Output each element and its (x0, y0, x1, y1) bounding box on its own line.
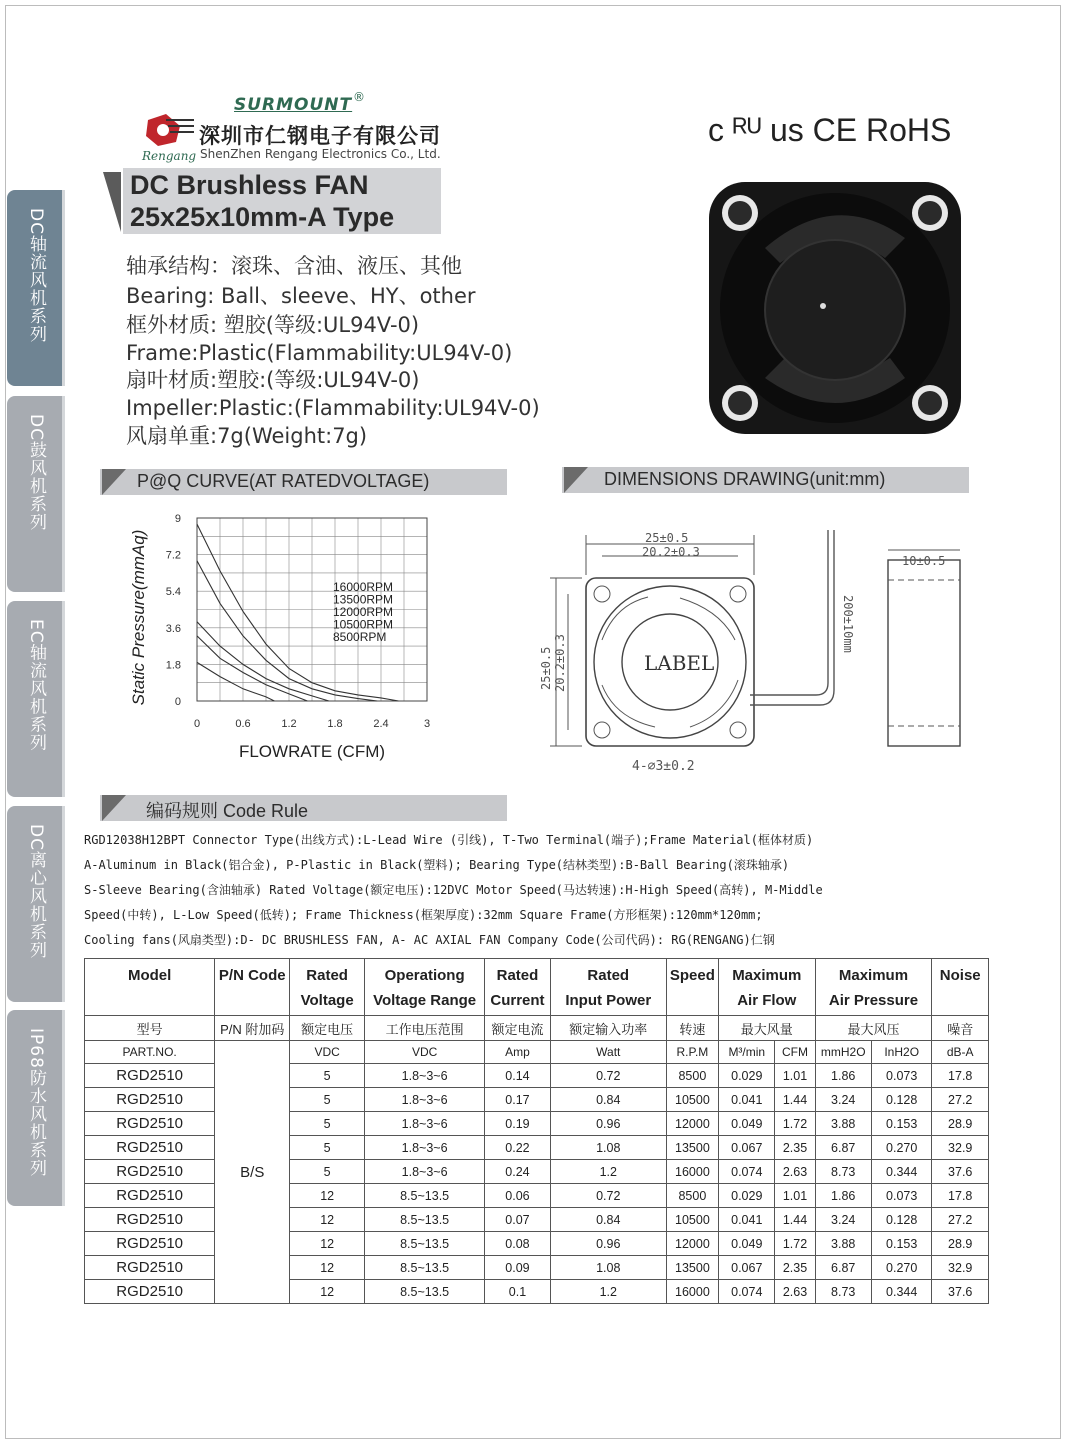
table-cell: 8.5~13.5 (365, 1232, 485, 1256)
dimensions-drawing (530, 520, 980, 780)
table-cell: 12 (290, 1280, 365, 1304)
table-header-cell: P/N Code (215, 959, 290, 1016)
table-cell: 0.153 (871, 1232, 932, 1256)
y-axis-label: Static Pressure(mmAq) (129, 529, 148, 706)
table-cell: 1.8~3~6 (365, 1136, 485, 1160)
x-tick-label: 1.2 (281, 718, 297, 730)
model-cell: RGD2510 (85, 1088, 215, 1112)
rengang-logo-icon (136, 112, 196, 164)
model-cell: RGD2510 (85, 1208, 215, 1232)
y-tick-label: 7.2 (165, 549, 181, 562)
model-cell: RGD2510 (85, 1064, 215, 1088)
table-header-row-cn (85, 1016, 989, 1041)
table-cell: 0.067 (719, 1256, 775, 1280)
svg-text:200±10mm: 200±10mm (841, 595, 855, 653)
table-cell: 0.22 (485, 1136, 551, 1160)
table-cell: 0.041 (719, 1088, 775, 1112)
table-cell: 8.5~13.5 (365, 1208, 485, 1232)
table-header-cell: 工作电压范围 (365, 1016, 485, 1041)
table-cell: 0.08 (485, 1232, 551, 1256)
table-cell: 1.2 (550, 1160, 666, 1184)
table-cell: 0.029 (719, 1184, 775, 1208)
table-cell: 8.5~13.5 (365, 1280, 485, 1304)
table-cell: 0.067 (719, 1136, 775, 1160)
side-tab-label: EC轴流风机系列 (26, 619, 46, 752)
dim-section-marker (564, 467, 588, 493)
svg-text:20.2±0.3: 20.2±0.3 (553, 634, 567, 692)
table-cell: 0.19 (485, 1112, 551, 1136)
table-cell: 3.88 (815, 1112, 871, 1136)
table-cell: 5 (290, 1160, 365, 1184)
table-cell: 37.6 (932, 1160, 989, 1184)
x-tick-label: 0 (193, 718, 201, 730)
code-rule-line: RGD12038H12BPT Connector Type(出线方式):L-Lead Wire (引线), T-Two Terminal(端子);Frame Material(框体材质) (84, 833, 814, 847)
pq-section-marker (102, 469, 126, 495)
table-cell: 5 (290, 1136, 365, 1160)
spec-impeller-cn: 扇叶材质:塑胶:(等级:UL94V-0) (126, 368, 420, 392)
model-cell: RGD2510 (85, 1256, 215, 1280)
table-cell: 28.9 (932, 1232, 989, 1256)
spec-weight: 风扇单重:7g(Weight:7g) (126, 424, 368, 448)
table-cell: 12 (290, 1256, 365, 1280)
brand-registered: ® (353, 90, 365, 104)
table-cell: 8.5~13.5 (365, 1184, 485, 1208)
table-unit-cell: CFM (775, 1041, 815, 1064)
table-unit-cell: PART.NO. (85, 1041, 215, 1064)
spec-frame-cn: 框外材质: 塑胶(等级:UL94V-0) (126, 313, 420, 337)
legend-label: 13500RPM (333, 592, 394, 607)
table-cell: 1.8~3~6 (365, 1088, 485, 1112)
table-unit-cell: Watt (550, 1041, 666, 1064)
table-header-cell: 额定输入功率 (550, 1016, 666, 1041)
model-cell: RGD2510 (85, 1136, 215, 1160)
y-tick-label: 3.6 (165, 622, 181, 635)
table-cell: 0.073 (871, 1184, 932, 1208)
spec-table (84, 958, 989, 1304)
table-header-cell: 最大风量 (719, 1016, 815, 1041)
table-cell: 17.8 (932, 1064, 989, 1088)
table-header-cell: 额定电压 (290, 1016, 365, 1041)
svg-text:4-⌀3±0.2: 4-⌀3±0.2 (632, 759, 695, 774)
table-cell: 0.270 (871, 1256, 932, 1280)
table-cell: 0.128 (871, 1208, 932, 1232)
x-tick-label: 3 (423, 718, 431, 730)
table-cell: 0.344 (871, 1160, 932, 1184)
y-tick-label: 0 (174, 696, 181, 708)
table-cell: 0.344 (871, 1280, 932, 1304)
table-cell: 1.08 (550, 1136, 666, 1160)
table-header-cell: 最大风压 (815, 1016, 932, 1041)
table-cell: 0.074 (719, 1160, 775, 1184)
table-header-cell: P/N 附加码 (215, 1016, 290, 1041)
x-tick-label: 0.6 (235, 718, 251, 730)
table-cell: 27.2 (932, 1208, 989, 1232)
table-cell: 0.14 (485, 1064, 551, 1088)
table-cell: 37.6 (932, 1280, 989, 1304)
table-cell: 16000 (666, 1280, 718, 1304)
code-rule-line: S-Sleeve Bearing(含油轴承) Rated Voltage(额定电压):12DVC Motor Speed(马达转速):H-High Speed(高转), M-Middle (84, 883, 823, 897)
model-cell: RGD2510 (85, 1280, 215, 1304)
table-cell: 0.09 (485, 1256, 551, 1280)
model-cell: RGD2510 (85, 1184, 215, 1208)
model-cell: RGD2510 (85, 1232, 215, 1256)
company-name-cn: 深圳市仁钢电子有限公司 (199, 123, 441, 148)
table-cell: 1.72 (775, 1112, 815, 1136)
table-cell: 0.029 (719, 1064, 775, 1088)
table-cell: 3.88 (815, 1232, 871, 1256)
table-cell: 6.87 (815, 1256, 871, 1280)
side-tab-dc-blower[interactable] (7, 396, 65, 592)
table-cell: 0.153 (871, 1112, 932, 1136)
spec-bearing-en: Bearing: Ball、sleeve、HY、other (126, 284, 476, 308)
table-unit-cell: Amp (485, 1041, 551, 1064)
side-tab-ip68[interactable] (7, 1010, 65, 1206)
side-tab-label: IP68防水风机系列 (26, 1028, 46, 1177)
table-cell: 12000 (666, 1232, 718, 1256)
table-cell: 10500 (666, 1088, 718, 1112)
table-cell: 0.06 (485, 1184, 551, 1208)
table-cell: 8.73 (815, 1280, 871, 1304)
table-header-cell: Noise (932, 959, 989, 1016)
table-cell: 32.9 (932, 1256, 989, 1280)
table-header-cell: Maximum Air Flow (719, 959, 815, 1016)
table-cell: 0.84 (550, 1208, 666, 1232)
table-header-cell: Rated Input Power (550, 959, 666, 1016)
legend-label: 12000RPM (333, 605, 394, 619)
table-cell: 27.2 (932, 1088, 989, 1112)
table-cell: 3.24 (815, 1208, 871, 1232)
svg-text:Rengang: Rengang (142, 149, 196, 163)
x-axis-label: FLOWRATE (CFM) (238, 742, 386, 761)
pq-curve-chart (120, 505, 450, 770)
title-accent (103, 172, 121, 232)
table-cell: 1.01 (775, 1064, 815, 1088)
pn-code-cell: B/S (215, 1041, 290, 1304)
x-tick-label: 1.8 (327, 718, 343, 730)
table-unit-cell: R.P.M (666, 1041, 718, 1064)
table-cell: 5 (290, 1088, 365, 1112)
table-header-cell: Rated Current (485, 959, 551, 1016)
legend-label: 16000RPM (333, 580, 394, 594)
table-cell: 0.074 (719, 1280, 775, 1304)
table-cell: 8.5~13.5 (365, 1256, 485, 1280)
code-rule-line: Cooling fans(风扇类型):D- DC BRUSHLESS FAN, A- AC AXIAL FAN Company Code(公司代码): RG(RENGANG)仁钢 (84, 933, 775, 947)
legend-label: 8500RPM (333, 630, 387, 644)
table-cell: 13500 (666, 1136, 718, 1160)
table-cell: 1.72 (775, 1232, 815, 1256)
series-line (197, 622, 329, 701)
table-header-cell: Rated Voltage (290, 959, 365, 1016)
spec-frame-en: Frame:Plastic(Flammability:UL94V-0) (126, 341, 513, 365)
table-cell: 2.63 (775, 1280, 815, 1304)
table-unit-cell: VDC (365, 1041, 485, 1064)
table-cell: 0.128 (871, 1088, 932, 1112)
table-cell: 1.08 (550, 1256, 666, 1280)
table-units-row (85, 1041, 989, 1064)
table-cell: 1.8~3~6 (365, 1064, 485, 1088)
table-cell: 0.72 (550, 1184, 666, 1208)
table-cell: 2.35 (775, 1256, 815, 1280)
table-cell: 1.86 (815, 1184, 871, 1208)
table-cell: 0.270 (871, 1136, 932, 1160)
table-cell: 8500 (666, 1064, 718, 1088)
table-cell: 16000 (666, 1160, 718, 1184)
table-cell: 6.87 (815, 1136, 871, 1160)
table-cell: 0.96 (550, 1112, 666, 1136)
table-header-cell: 噪音 (932, 1016, 989, 1041)
table-cell: 0.72 (550, 1064, 666, 1088)
table-cell: 0.073 (871, 1064, 932, 1088)
table-cell: 0.96 (550, 1232, 666, 1256)
side-tab-dc-centrifugal[interactable] (7, 806, 65, 1002)
table-cell: 0.84 (550, 1088, 666, 1112)
table-cell: 1.86 (815, 1064, 871, 1088)
table-cell: 8500 (666, 1184, 718, 1208)
table-cell: 32.9 (932, 1136, 989, 1160)
company-name-en: ShenZhen Rengang Electronics Co., Ltd. (200, 147, 441, 161)
table-cell: 8.73 (815, 1160, 871, 1184)
code-rule-line: Speed(中转), L-Low Speed(低转); Frame Thickness(框架厚度):32mm Square Frame(方形框架):120mm*120mm; (84, 908, 763, 922)
y-tick-label: 9 (174, 513, 181, 525)
side-tab-dc-axial[interactable] (7, 190, 65, 386)
pq-section-title: P@Q CURVE(AT RATEDVOLTAGE) (137, 471, 430, 491)
table-cell: 10500 (666, 1208, 718, 1232)
table-cell: 17.8 (932, 1184, 989, 1208)
svg-text:20.2±0.3: 20.2±0.3 (642, 545, 700, 559)
table-unit-cell: dB-A (932, 1041, 989, 1064)
table-cell: 5 (290, 1064, 365, 1088)
table-header-cell: Operationg Voltage Range (365, 959, 485, 1016)
table-unit-cell: M³/min (719, 1041, 775, 1064)
side-tab-label: DC轴流风机系列 (26, 208, 46, 343)
table-header-cell: 型号 (85, 1016, 215, 1041)
table-cell: 3.24 (815, 1088, 871, 1112)
table-unit-cell: InH2O (871, 1041, 932, 1064)
table-cell: 13500 (666, 1256, 718, 1280)
svg-text:25±0.5: 25±0.5 (645, 531, 689, 545)
table-cell: 12 (290, 1208, 365, 1232)
table-cell: 0.1 (485, 1280, 551, 1304)
certification-marks: c ᴿᵁ us CE RoHS (708, 112, 952, 148)
fan-product-image (705, 178, 967, 440)
table-cell: 0.24 (485, 1160, 551, 1184)
table-header-cell: Speed (666, 959, 718, 1016)
code-rule-line: A-Aluminum in Black(铝合金), P-Plastic in Black(塑料); Bearing Type(结林类型):B-Ball Bearing(滚珠轴承) (84, 858, 790, 872)
dim-section-title: DIMENSIONS DRAWING(unit:mm) (604, 469, 886, 489)
table-cell: 12 (290, 1184, 365, 1208)
table-cell: 0.17 (485, 1088, 551, 1112)
table-cell: 1.44 (775, 1088, 815, 1112)
table-header-cell: Model (85, 959, 215, 1016)
table-header-cell: Maximum Air Pressure (815, 959, 932, 1016)
legend-label: 10500RPM (333, 617, 394, 632)
table-cell: 0.049 (719, 1112, 775, 1136)
table-cell: 2.63 (775, 1160, 815, 1184)
table-cell: 12000 (666, 1112, 718, 1136)
side-tab-label: DC鼓风机系列 (26, 414, 46, 531)
brand-name: SURMOUNT (234, 95, 353, 115)
table-cell: 1.01 (775, 1184, 815, 1208)
table-unit-cell: mmH2O (815, 1041, 871, 1064)
table-cell: 1.2 (550, 1280, 666, 1304)
side-tab-label: DC离心风机系列 (26, 824, 46, 959)
table-cell: 2.35 (775, 1136, 815, 1160)
table-cell: 1.44 (775, 1208, 815, 1232)
side-tab-ec-axial[interactable] (7, 601, 65, 797)
svg-text:LABEL: LABEL (644, 651, 715, 675)
spec-impeller-en: Impeller:Plastic:(Flammability:UL94V-0) (126, 396, 540, 420)
spec-bearing-cn: 轴承结构：滚珠、含油、液压、其他 (126, 254, 462, 278)
model-cell: RGD2510 (85, 1160, 215, 1184)
table-cell: 0.041 (719, 1208, 775, 1232)
table-cell: 5 (290, 1112, 365, 1136)
product-title: DC Brushless FAN (130, 170, 369, 200)
model-cell: RGD2510 (85, 1112, 215, 1136)
code-section-title: 编码规则 Code Rule (146, 801, 309, 821)
table-cell: 28.9 (932, 1112, 989, 1136)
table-cell: 12 (290, 1232, 365, 1256)
product-subtitle: 25x25x10mm-A Type (130, 202, 395, 232)
table-cell: 0.07 (485, 1208, 551, 1232)
table-cell: 0.049 (719, 1232, 775, 1256)
table-cell: 1.8~3~6 (365, 1160, 485, 1184)
x-tick-label: 2.4 (373, 718, 389, 730)
svg-text:25±0.5: 25±0.5 (539, 646, 553, 690)
table-header-cell: 转速 (666, 1016, 718, 1041)
table-unit-cell: VDC (290, 1041, 365, 1064)
table-cell: 1.8~3~6 (365, 1112, 485, 1136)
code-section-marker (102, 795, 126, 821)
table-header-cell: 额定电流 (485, 1016, 551, 1041)
svg-text:10±0.5: 10±0.5 (902, 554, 946, 568)
table-header-row (85, 959, 989, 1016)
y-tick-label: 5.4 (165, 586, 181, 599)
y-tick-label: 1.8 (165, 659, 181, 672)
